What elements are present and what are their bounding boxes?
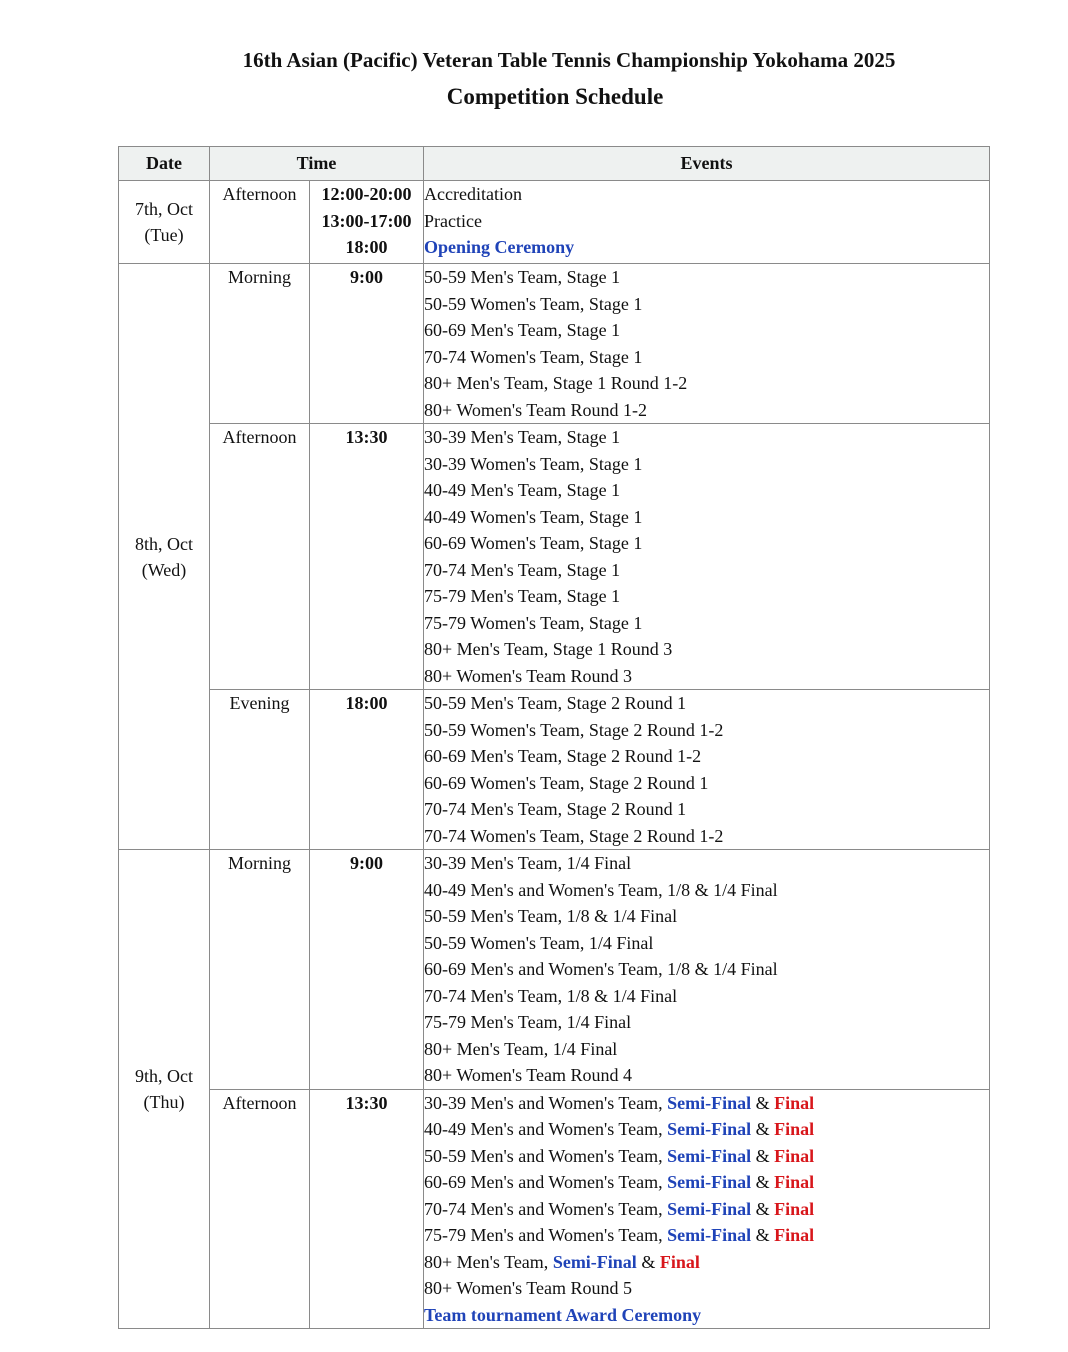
semi-final-label: Semi-Final xyxy=(667,1092,752,1113)
day3-afternoon-events xyxy=(424,1089,990,1329)
day2-date: 8th, Oct xyxy=(135,533,193,554)
event-item: 80+ Men's Team, 1/4 Final xyxy=(424,1038,618,1059)
final-label: Final xyxy=(774,1225,815,1245)
event-item-final: 40-49 Men's and Women's Team, Semi-Final & Final xyxy=(424,1119,815,1139)
day1-times xyxy=(310,181,424,264)
final-label: Final xyxy=(774,1198,815,1219)
event-item: 30-39 Women's Team, Stage 1 xyxy=(424,453,643,474)
header-row xyxy=(119,147,990,181)
event-item: 80+ Women's Team Round 5 xyxy=(424,1278,633,1298)
day2-afternoon-row xyxy=(119,424,990,690)
semi-final-label: Semi-Final xyxy=(667,1225,752,1245)
day3-morning-period: Morning xyxy=(210,850,310,1090)
event-item: 50-59 Men's Team, 1/8 & 1/4 Final xyxy=(424,906,678,926)
semi-final-label: Semi-Final xyxy=(667,1198,752,1219)
final-label: Final xyxy=(774,1145,815,1166)
event-item: 80+ Women's Team Round 1-2 xyxy=(424,399,648,420)
event-item: 80+ Women's Team Round 3 xyxy=(424,665,633,686)
event-item: 70-74 Men's Team, Stage 2 Round 1 xyxy=(424,799,687,819)
event-item: 30-39 Men's Team, Stage 1 xyxy=(424,427,621,447)
event-item: 80+ Women's Team Round 4 xyxy=(424,1065,633,1085)
day2-evening-period: Evening xyxy=(210,690,310,850)
event-item: 60-69 Men's and Women's Team, 1/8 & 1/4 Final xyxy=(424,959,778,979)
event-item: Practice xyxy=(424,210,482,231)
event-item: 30-39 Men's Team, 1/4 Final xyxy=(424,853,632,873)
event-item: 80+ Men's Team, Stage 1 Round 1-2 xyxy=(424,373,688,393)
event-item: Accreditation xyxy=(424,184,522,204)
day2-date-cell xyxy=(119,264,210,850)
event-item: 50-59 Men's Team, Stage 1 xyxy=(424,267,621,287)
event-item: 70-74 Men's Team, Stage 1 xyxy=(424,559,621,580)
event-item: 40-49 Men's and Women's Team, 1/8 & 1/4 Final xyxy=(424,879,778,900)
day1-events xyxy=(424,181,990,264)
event-item-opening-ceremony: Opening Ceremony xyxy=(424,237,575,257)
event-item: 60-69 Women's Team, Stage 2 Round 1 xyxy=(424,772,709,793)
event-item-final: 60-69 Men's and Women's Team, Semi-Final & Final xyxy=(424,1172,815,1192)
event-item-award-ceremony: Team tournament Award Ceremony xyxy=(424,1304,702,1325)
event-item: 60-69 Men's Team, Stage 1 xyxy=(424,320,621,340)
event-item-final: 70-74 Men's and Women's Team, Semi-Final & Final xyxy=(424,1198,815,1219)
event-item: 75-79 Women's Team, Stage 1 xyxy=(424,612,643,633)
semi-final-label: Semi-Final xyxy=(667,1119,752,1139)
day2-morning-period: Morning xyxy=(210,264,310,424)
day3-afternoon-time: 13:30 xyxy=(310,1089,424,1329)
time-header: Time xyxy=(210,147,424,181)
day1-date: 7th, Oct xyxy=(135,199,193,219)
day3-morning-row xyxy=(119,850,990,1090)
day2-morning-time: 9:00 xyxy=(310,264,424,424)
day1-date-cell xyxy=(119,181,210,264)
day3-afternoon-row xyxy=(119,1089,990,1329)
day1-row xyxy=(119,181,990,264)
final-label: Final xyxy=(659,1251,700,1272)
event-item: 80+ Men's Team, Stage 1 Round 3 xyxy=(424,639,673,659)
day3-morning-time: 9:00 xyxy=(310,850,424,1090)
day2-evening-time: 18:00 xyxy=(310,690,424,850)
event-item: 40-49 Women's Team, Stage 1 xyxy=(424,506,643,527)
final-label: Final xyxy=(774,1119,815,1139)
day1-weekday: (Tue) xyxy=(144,225,184,245)
event-item: 75-79 Men's Team, Stage 1 xyxy=(424,586,621,606)
day3-weekday: (Thu) xyxy=(143,1092,185,1112)
time-slot: 13:00-17:00 xyxy=(321,210,412,231)
event-item: 70-74 Women's Team, Stage 2 Round 1-2 xyxy=(424,825,724,846)
event-item: 50-59 Women's Team, 1/4 Final xyxy=(424,932,654,953)
day2-evening-row xyxy=(119,690,990,850)
schedule-table xyxy=(118,146,990,1329)
event-item-final: 50-59 Men's and Women's Team, Semi-Final & Final xyxy=(424,1145,815,1166)
event-item: 60-69 Men's Team, Stage 2 Round 1-2 xyxy=(424,746,702,766)
semi-final-label: Semi-Final xyxy=(552,1251,637,1272)
day3-afternoon-period: Afternoon xyxy=(210,1089,310,1329)
day3-morning-events xyxy=(424,850,990,1090)
event-item-final: 75-79 Men's and Women's Team, Semi-Final & Final xyxy=(424,1225,815,1245)
time-slot: 12:00-20:00 xyxy=(321,184,412,204)
day2-weekday: (Wed) xyxy=(141,559,187,580)
day2-morning-row xyxy=(119,264,990,424)
event-item: 70-74 Men's Team, 1/8 & 1/4 Final xyxy=(424,985,678,1006)
final-label: Final xyxy=(774,1092,815,1113)
page-title: 16th Asian (Pacific) Veteran Table Tennis Championship Yokohama 2025 xyxy=(242,48,896,72)
day3-date: 9th, Oct xyxy=(135,1066,193,1086)
day2-afternoon-period: Afternoon xyxy=(210,424,310,690)
event-item: 40-49 Men's Team, Stage 1 xyxy=(424,480,621,500)
day2-morning-events xyxy=(424,264,990,424)
day2-afternoon-time: 13:30 xyxy=(310,424,424,690)
event-item: 50-59 Women's Team, Stage 1 xyxy=(424,293,643,314)
event-item: 70-74 Women's Team, Stage 1 xyxy=(424,346,643,367)
event-item-final: 30-39 Men's and Women's Team, Semi-Final & Final xyxy=(424,1092,815,1113)
final-label: Final xyxy=(774,1172,815,1192)
events-header: Events xyxy=(424,147,990,181)
time-slot: 18:00 xyxy=(345,237,388,257)
event-item: 50-59 Women's Team, Stage 2 Round 1-2 xyxy=(424,719,724,740)
event-item-final: 80+ Men's Team, Semi-Final & Final xyxy=(424,1251,700,1272)
event-item: 60-69 Women's Team, Stage 1 xyxy=(424,533,643,553)
day1-period: Afternoon xyxy=(210,181,310,264)
semi-final-label: Semi-Final xyxy=(667,1145,752,1166)
event-item: 50-59 Men's Team, Stage 2 Round 1 xyxy=(424,693,687,713)
day2-evening-events xyxy=(424,690,990,850)
day2-afternoon-events xyxy=(424,424,990,690)
day3-date-cell xyxy=(119,850,210,1329)
event-item: 75-79 Men's Team, 1/4 Final xyxy=(424,1012,632,1032)
page-subtitle: Competition Schedule xyxy=(446,84,664,109)
semi-final-label: Semi-Final xyxy=(667,1172,752,1192)
date-header: Date xyxy=(119,147,210,181)
